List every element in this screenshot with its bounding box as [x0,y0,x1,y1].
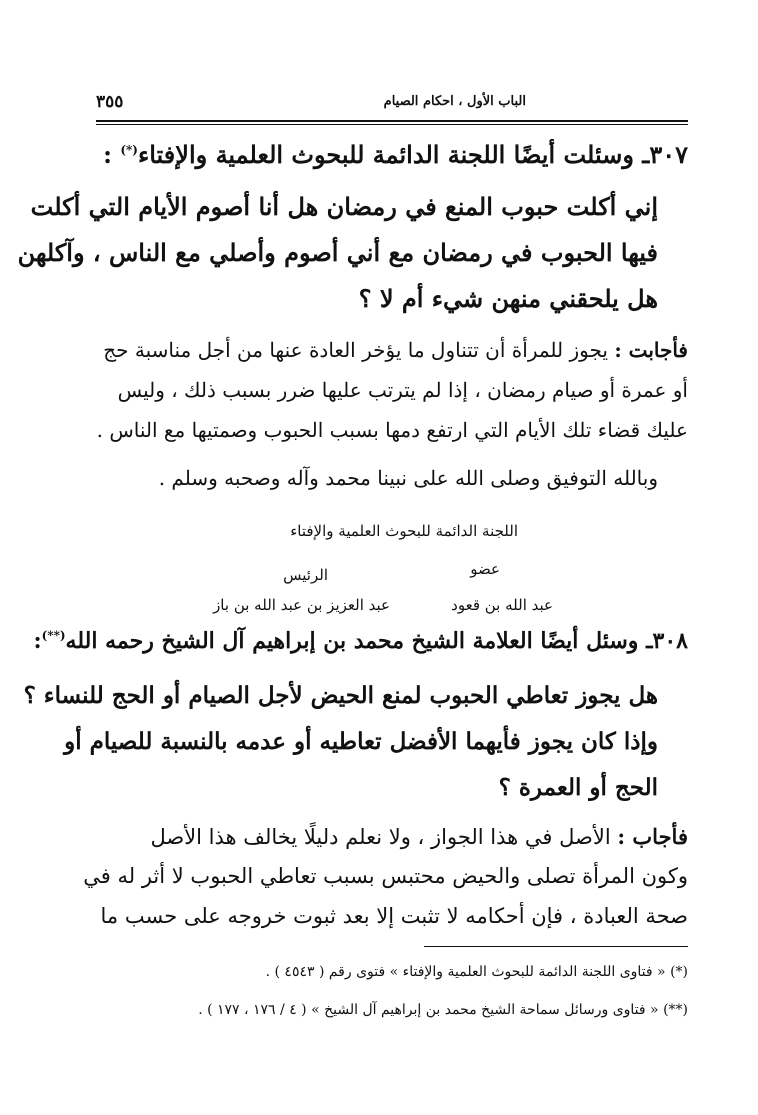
question-307-heading-text: ٣٠٧ـ وسئلت أيضًا اللجنة الدائمة للبحوث العلمية والإفتاء [137,140,688,169]
committee-name: اللجنة الدائمة للبحوث العلمية والإفتاء [290,522,518,540]
chair-title: الرئيس [283,566,328,584]
footnote-2: (**) « فتاوى ورسائل سماحة الشيخ محمد بن إبراهيم آل الشيخ » ( ٤ / ١٧٦ ، ١٧٧ ) . [198,1002,688,1018]
header-rule [96,120,688,122]
answer-308-line [150,824,688,849]
chair-name: عبد العزيز بن عبد الله بن باز [213,596,390,614]
answer-307-line [103,338,688,362]
answer-308-line: وكون المرأة تصلى والحيض محتبس بسبب تعاطي الحبوب لا أثر له في [83,864,688,888]
running-header [96,92,686,114]
answer-text: يجوز للمرأة أن تتناول ما يؤخر العادة عنها من أجل مناسبة حج [103,338,615,362]
page-number: ٣٥٥ [96,92,124,112]
question-307-line: فيها الحبوب في رمضان مع أني أصوم وأصلي مع الناس ، وآكلهن [17,238,658,267]
heading-colon: : [33,628,42,654]
answer-307-line: عليك قضاء تلك الأيام التي ارتفع دمها بسبب الحبوب وصمتيها مع الناس . [96,418,688,442]
answer-307-line: أو عمرة أو صيام رمضان ، إذا لم يترتب عليها ضرر بسبب ذلك ، وليس [117,378,688,402]
answer-lead: فأجاب : [617,824,688,849]
question-308-line: الحج أو العمرة ؟ [498,774,658,801]
heading-colon: : [103,140,121,169]
header-rule-thin [96,124,688,125]
question-308-line: هل يجوز تعاطي الحبوب لمنع الحيض لأجل الصيام أو الحج للنساء ؟ [23,682,658,709]
chapter-title: الباب الأول ، احكام الصيام [383,94,526,109]
question-308-line: وإذا كان يجوز فأيهما الأفضل تعاطيه أو عدمه بالنسبة للصيام أو [64,728,658,755]
footnote-rule [424,946,688,947]
question-307-line: هل يلحقني منهن شيء أم لا ؟ [358,284,658,313]
footnote-mark: (*) [120,143,138,157]
question-307-line: إني أكلت حبوب المنع في رمضان هل أنا أصوم الأيام التي أكلت [30,192,658,221]
answer-308-line: صحة العبادة ، فإن أحكامه لا تثبت إلا بعد ثبوت خروجه على حسب ما [100,904,688,928]
answer-text: الأصل في هذا الجواز ، ولا نعلم دليلًا يخالف هذا الأصل [150,825,618,849]
member-title: عضو [470,560,500,578]
question-308-heading-text: ٣٠٨ـ وسئل أيضًا العلامة الشيخ محمد بن إبراهيم آل الشيخ رحمه الله [65,628,688,654]
member-name: عبد الله بن قعود [451,596,553,614]
footnote-1: (*) « فتاوى اللجنة الدائمة للبحوث العلمية والإفتاء » فتوى رقم ( ٤٥٤٣ ) . [265,964,688,980]
question-308-heading [34,628,688,654]
footnote-mark: (**) [41,628,66,643]
answer-307-closing: وبالله التوفيق وصلى الله على نبينا محمد وآله وصحبه وسلم . [158,466,658,490]
question-307-heading [103,140,688,169]
answer-lead: فأجابت : [614,338,688,362]
